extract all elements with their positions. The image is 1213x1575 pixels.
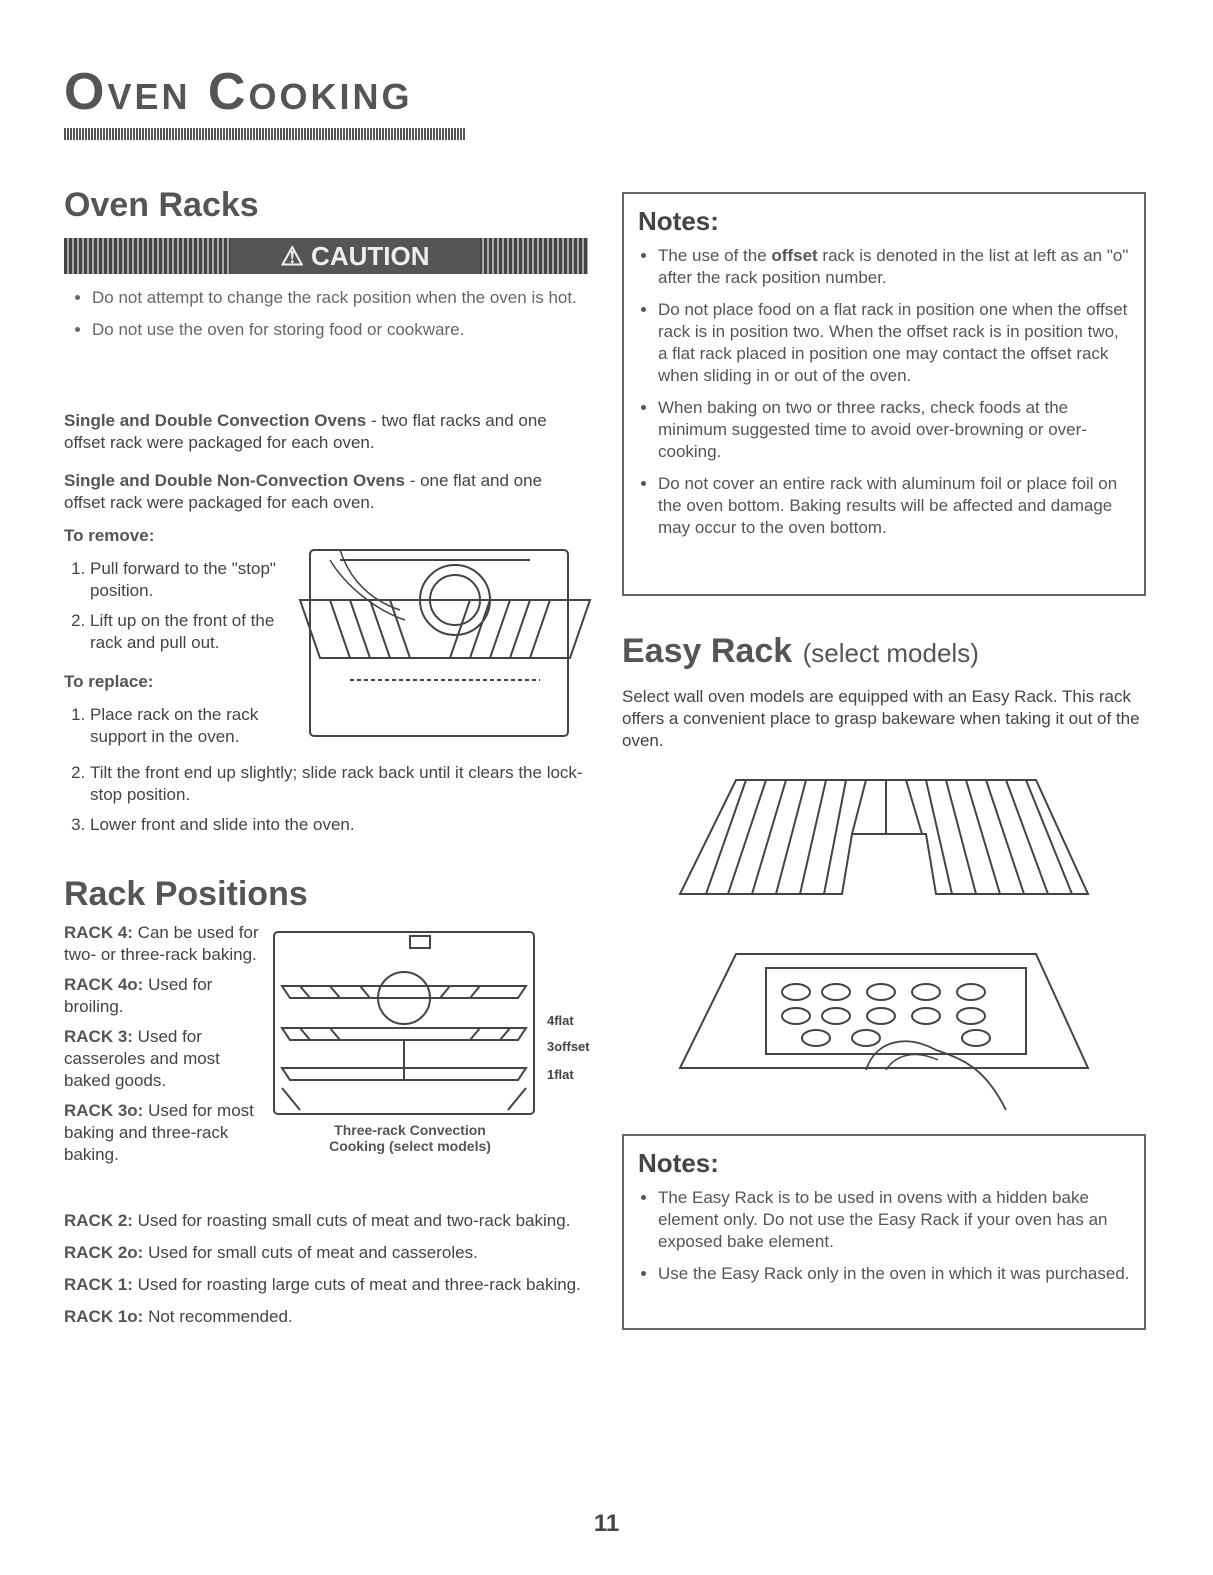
- rack-removal-illustration: [290, 540, 600, 750]
- title-rule: [64, 128, 466, 140]
- easy-rack-bakeware-illustration: [676, 950, 1096, 1116]
- notes-list: [638, 245, 1130, 539]
- replace-heading: To replace:: [64, 672, 154, 691]
- rack-item: RACK 1: Used for roasting large cuts of meat and three-rack baking.: [64, 1275, 581, 1294]
- page-number: 11: [593, 1510, 620, 1537]
- warning-icon: ⚠: [280, 241, 312, 271]
- notes-heading: Notes:: [638, 1148, 719, 1178]
- rack-list-wide: [64, 1210, 584, 1338]
- caution-list: [64, 286, 588, 342]
- replace-steps-a: [64, 704, 305, 756]
- notes-heading: Notes:: [638, 206, 719, 236]
- list-item: 3. Lower front and slide into the oven.: [90, 814, 610, 836]
- list-item: 1. Place rack on the rack support in the oven.: [90, 704, 305, 748]
- non-convection-ovens-text: Single and Double Non-Convection Ovens - one flat and one offset rack were packaged for each oven.: [64, 471, 543, 512]
- list-item: • Do not place food on a flat rack in position one when the offset rack is in position two. When the offset rack is in position two, a flat rack placed in position one may contact the offset rack when sliding in or out of the oven.: [658, 299, 1130, 387]
- three-rack-illustration: [270, 928, 540, 1118]
- rack-item: RACK 2o: Used for small cuts of meat and casseroles.: [64, 1243, 478, 1262]
- notes-box-top: [622, 192, 1146, 596]
- caution-item: • Do not attempt to change the rack position when the oven is hot.: [92, 286, 588, 310]
- easy-rack-heading: Easy Rack (select models): [622, 632, 979, 670]
- convection-ovens-text: Single and Double Convection Ovens - two flat racks and one offset rack were packaged for each oven.: [64, 411, 547, 452]
- callout-3offset: 3offset: [547, 1039, 590, 1054]
- list-item: • The use of the offset rack is denoted in the list at left as an "o" after the rack position number.: [658, 245, 1130, 289]
- rack-list-narrow: [64, 922, 264, 1174]
- callout-1flat: 1flat: [547, 1067, 574, 1082]
- list-item: 1. Pull forward to the "stop" position.: [90, 558, 300, 602]
- easy-rack-text: Select wall oven models are equipped with an Easy Rack. This rack offers a convenient place to grasp bakeware when taking it out of the oven.: [622, 687, 1140, 750]
- caution-box: [64, 238, 588, 402]
- list-item: • The Easy Rack is to be used in ovens with a hidden bake element only. Do not use the Easy Rack if your oven has an exposed bake element.: [658, 1187, 1130, 1253]
- notes-list: [638, 1187, 1130, 1285]
- rack-item: RACK 2: Used for roasting small cuts of meat and two-rack baking.: [64, 1211, 571, 1230]
- list-item: • Do not cover an entire rack with aluminum foil or place foil on the oven bottom. Baking results will be affected and damage may occur to the oven bottom.: [658, 473, 1130, 539]
- callout-4flat: 4flat: [547, 1013, 574, 1028]
- rack-item: RACK 1o: Not recommended.: [64, 1307, 293, 1326]
- figure-caption: Three-rack Convection Cooking (select models): [329, 1122, 491, 1154]
- rack-positions-heading: Rack Positions: [64, 875, 308, 913]
- rack-item: RACK 4: Can be used for two- or three-rack baking.: [64, 923, 259, 964]
- caution-label: ⚠ CAUTION: [230, 238, 480, 274]
- rack-item: RACK 3o: Used for most baking and three-rack baking.: [64, 1101, 254, 1164]
- easy-rack-illustration: [676, 776, 1096, 904]
- rack-item: RACK 3: Used for casseroles and most baked goods.: [64, 1027, 220, 1090]
- rack-item: RACK 4o: Used for broiling.: [64, 975, 213, 1016]
- caution-item: • Do not use the oven for storing food or cookware.: [92, 318, 588, 342]
- page-title: Oven Cooking: [64, 63, 413, 121]
- list-item: • When baking on two or three racks, check foods at the minimum suggested time to avoid over-browning or over-cooking.: [658, 397, 1130, 463]
- oven-racks-heading: Oven Racks: [64, 186, 259, 224]
- list-item: • Use the Easy Rack only in the oven in which it was purchased.: [658, 1263, 1130, 1285]
- notes-box-bottom: [622, 1134, 1146, 1330]
- list-item: 2. Lift up on the front of the rack and pull out.: [90, 610, 300, 654]
- caution-bar: [64, 238, 588, 274]
- replace-steps-b: [64, 762, 610, 844]
- remove-heading: To remove:: [64, 526, 155, 545]
- remove-steps: [64, 558, 300, 662]
- list-item: 2. Tilt the front end up slightly; slide rack back until it clears the lock-stop position.: [90, 762, 610, 806]
